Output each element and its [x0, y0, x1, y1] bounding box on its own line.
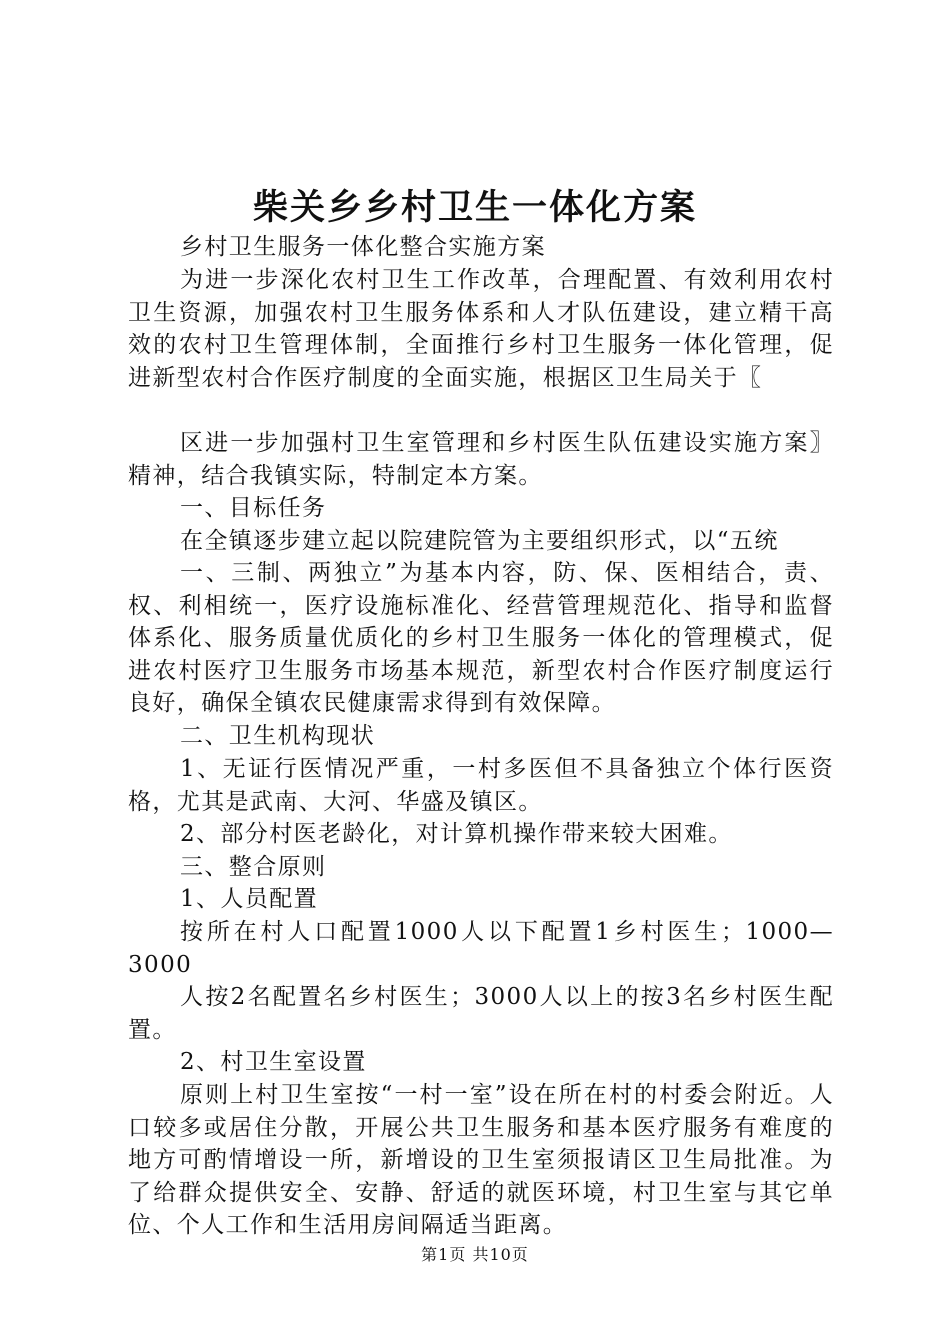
paragraph-staffing-2: 人按2名配置名乡村医生；3000人以上的按3名乡村医生配置。 — [128, 984, 834, 1043]
heading-clinic-setup: 2、村卫生室设置 — [180, 1049, 367, 1075]
heading-status: 二、卫生机构现状 — [180, 723, 376, 749]
page-footer: 第1页 共10页 — [421, 1245, 529, 1264]
paragraph-status-1: 1、无证行医情况严重，一村多医但不具备独立个体行医资格，尤其是武南、大河、华盛及镇区。 — [128, 756, 834, 815]
paragraph-intro-cont: 区进一步加强村卫生室管理和乡村医生队伍建设实施方案〗精神，结合我镇实际，特制定本方案。 — [128, 430, 834, 489]
paragraph-goals-1: 在全镇逐步建立起以院建院管为主要组织形式，以“五统 — [180, 528, 779, 554]
heading-principles: 三、整合原则 — [180, 854, 327, 880]
heading-staffing: 1、人员配置 — [180, 886, 319, 912]
paragraph-subtitle: 乡村卫生服务一体化整合实施方案 — [180, 234, 546, 260]
heading-goals: 一、目标任务 — [180, 495, 327, 521]
paragraph-status-2: 2、部分村医老龄化，对计算机操作带来较大困难。 — [180, 821, 733, 847]
document-title: 柴关乡乡村卫生一体化方案 — [252, 188, 697, 228]
paragraph-clinic-setup: 原则上村卫生室按“一村一室”设在所在村的村委会附近。人口较多或居住分散，开展公共卫生服务和基本医疗服务有难度的地方可酌情增设一所，新增设的卫生室须报请区卫生局批准。为了给群众提供安全、安静、舒适的就医环境，村卫生室与其它单位、个人工作和生活用房间隔适当距离。 — [128, 1082, 834, 1239]
paragraph-staffing-1: 按所在村人口配置1000人以下配置1乡村医生；1000—3000 — [128, 919, 834, 978]
paragraph-intro: 为进一步深化农村卫生工作改革，合理配置、有效利用农村卫生资源，加强农村卫生服务体系和人才队伍建设，建立精干高效的农村卫生管理体制，全面推行乡村卫生服务一体化管理，促进新型农村合作医疗制度的全面实施，根据区卫生局关于〖 — [128, 267, 834, 391]
paragraph-goals-2: 一、三制、两独立”为基本内容，防、保、医相结合，责、权、利相统一，医疗设施标准化、经营管理规范化、指导和监督体系化、服务质量优质化的乡村卫生服务一体化的管理模式，促进农村医疗卫生服务市场基本规范，新型农村合作医疗制度运行良好，确保全镇农民健康需求得到有效保障。 — [128, 560, 834, 717]
